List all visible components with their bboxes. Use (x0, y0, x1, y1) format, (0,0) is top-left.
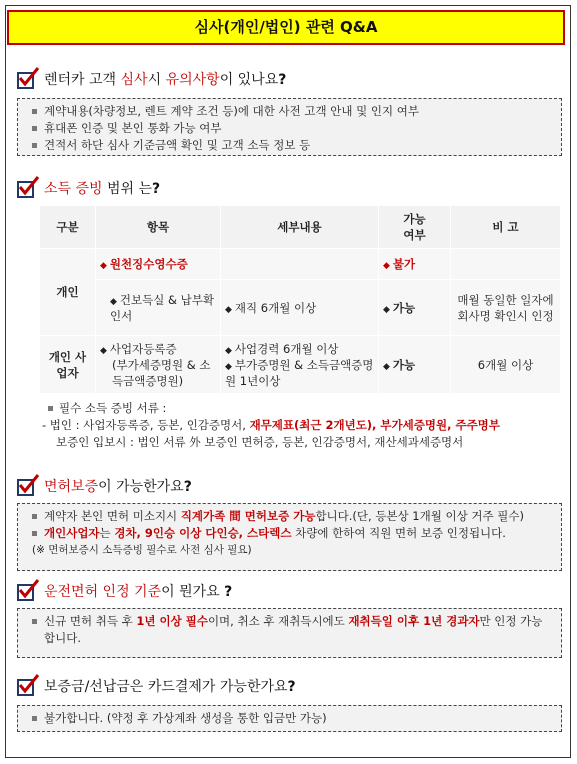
checkbox-check-icon (16, 68, 38, 90)
checkbox-check-icon (16, 675, 38, 697)
checkbox-check-icon (16, 580, 38, 602)
question-4 (16, 578, 232, 604)
income-proof-table (39, 205, 561, 394)
answer-4-panel (17, 608, 562, 658)
question-5-text: 보증금/선납금은 카드결제가 가능한가요? (44, 679, 296, 695)
table-cell-avail: ◆ 가능 (379, 280, 451, 336)
checkbox-check-icon (16, 475, 38, 497)
answer-5-panel (17, 705, 562, 732)
table-row (40, 336, 561, 394)
table-header: 비 고 (451, 206, 561, 249)
table-cell-item: ◆ 건보득실 & 납부확인서 (96, 280, 221, 336)
question-3 (16, 473, 192, 499)
page-title: 심사(개인/법인) 관련 Q&A (7, 10, 565, 45)
table-cell-note: 매월 동일한 일자에 회사명 확인시 인정 (451, 280, 561, 336)
table-row (40, 280, 561, 336)
table-header: 구분 (40, 206, 96, 249)
table-header-row (40, 206, 561, 249)
table-cell-group: 개인 사업자 (40, 336, 96, 394)
table-cell-note: 6개월 이상 (451, 336, 561, 394)
required-docs-note: 필수 소득 증빙 서류 : - 법인 : 사업자등록증, 등본, 인감증명서, 재무제표(최근 2개년도), 부가세증명원, 주주명부 보증인 입보시 : 법인 서류 外 보증인 면허증, 등본, 인감증명서, 재산세과세증명서 (42, 401, 500, 449)
table-cell-note (451, 249, 561, 280)
question-2 (16, 175, 160, 201)
list-item: 계약내용(차량정보, 렌트 계약 조건 등)에 대한 사전 고객 안내 및 인지 여부 (32, 103, 551, 120)
table-header: 항목 (96, 206, 221, 249)
question-4-text: 운전면허 인정 기준이 뭔가요 ? (44, 584, 233, 600)
answer-1-panel (17, 98, 562, 156)
list-item: 개인사업자는 경차, 9인승 이상 다인승, 스타렉스 차량에 한하여 직원 면허 보증 인정됩니다. (32, 525, 551, 542)
list-item: 불가합니다. (약정 후 가상계좌 생성을 통한 입금만 가능) (32, 710, 551, 727)
table-cell-item: ◆ 사업자등록증 (부가세증명원 & 소득금액증명원) (96, 336, 221, 394)
question-1 (16, 66, 286, 92)
question-3-text: 면허보증이 가능한가요? (44, 479, 192, 495)
checkbox-check-icon (16, 177, 38, 199)
table-cell-avail: ◆ 불가 (379, 249, 451, 280)
license-note: (※ 면허보증시 소득증빙 필수로 사전 심사 필요) (32, 544, 252, 556)
table-cell-avail: ◆ 가능 (379, 336, 451, 394)
list-item: 신규 면허 취득 후 1년 이상 필수이며, 취소 후 재취득시에도 재취득일 이후 1년 경과자만 인정 가능합니다. (32, 613, 551, 647)
table-cell-group: 개인 (40, 249, 96, 336)
table-cell-item: ◆ 원천징수영수증 (96, 249, 221, 280)
list-item: 견적서 하단 심사 기준금액 확인 및 고객 소득 정보 등 (32, 137, 551, 154)
list-item: 계약자 본인 면허 미소지시 직계가족 間 면허보증 가능합니다.(단, 등본상 1개월 이상 거주 필수) (32, 508, 551, 525)
table-cell-detail: ◆ 사업경력 6개월 이상 ◆ 부가증명원 & 소득금액증명원 1년이상 (221, 336, 379, 394)
answer-3-panel (17, 503, 562, 571)
table-row (40, 249, 561, 280)
question-1-text: 렌터카 고객 심사시 유의사항이 있나요? (44, 72, 287, 88)
list-item: 휴대폰 인증 및 본인 통화 가능 여부 (32, 120, 551, 137)
table-cell-detail: ◆ 재직 6개월 이상 (221, 280, 379, 336)
table-cell-detail (221, 249, 379, 280)
question-2-text: 소득 증빙 범위 는? (44, 181, 161, 197)
question-5 (16, 673, 296, 699)
table-header: 세부내용 (221, 206, 379, 249)
table-header: 가능 여부 (379, 206, 451, 249)
